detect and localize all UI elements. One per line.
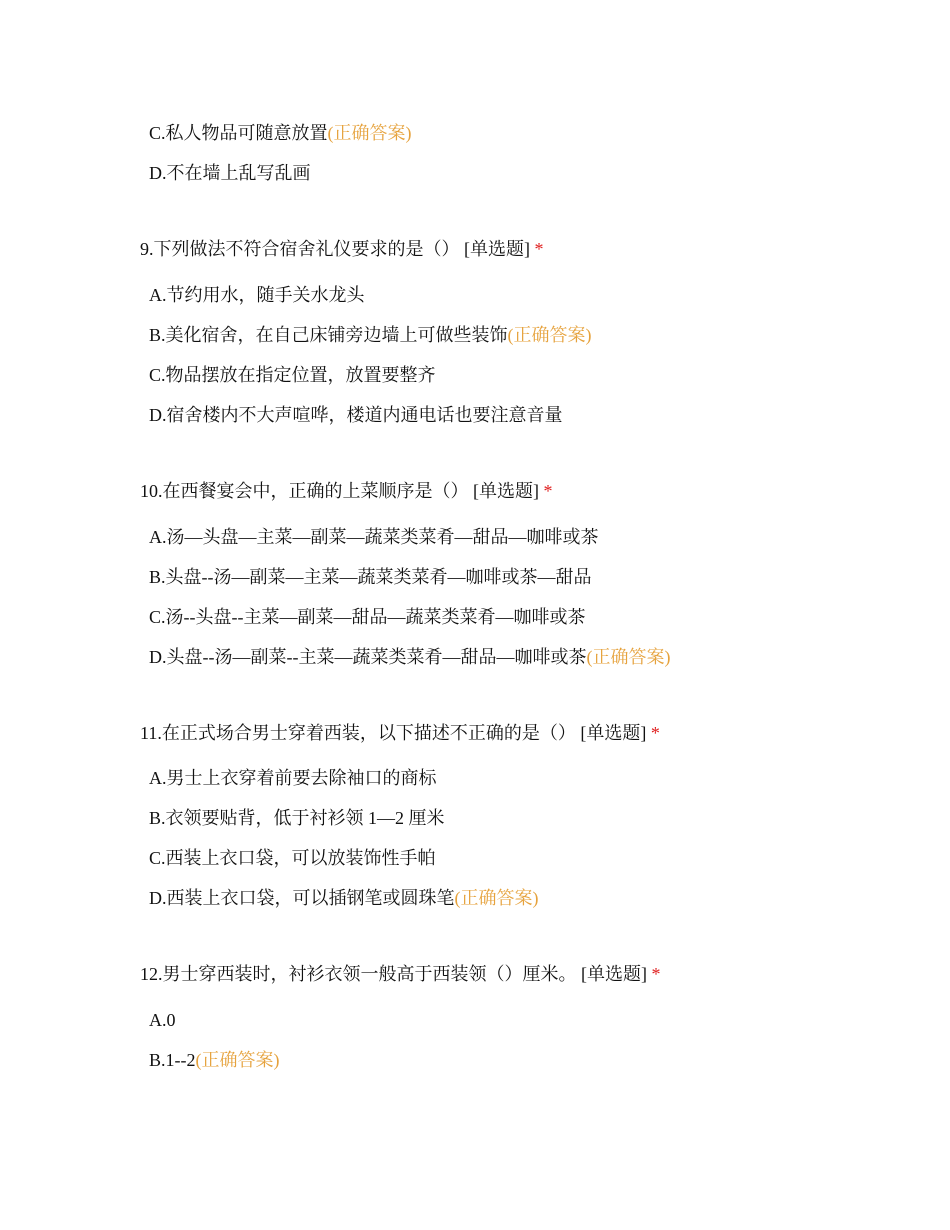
required-star: * bbox=[651, 964, 661, 984]
option-text: C.物品摆放在指定位置，放置要整齐 bbox=[149, 365, 436, 385]
option-text: C.西装上衣口袋，可以放装饰性手帕 bbox=[149, 848, 436, 868]
option-text: C.汤--头盘--主菜—副菜—甜品—蔬菜类菜肴—咖啡或茶 bbox=[149, 607, 586, 627]
correct-answer-label: (正确答案) bbox=[454, 888, 539, 908]
correct-answer-label: (正确答案) bbox=[507, 325, 592, 345]
required-star: * bbox=[534, 239, 544, 259]
option-text: B.美化宿舍，在自己床铺旁边墙上可做些装饰 bbox=[149, 325, 508, 345]
question-type-label: [单选题] bbox=[473, 481, 539, 501]
option-12-b bbox=[149, 1048, 280, 1072]
option-text: B.衣领要贴背，低于衬衫领 1—2 厘米 bbox=[149, 808, 445, 828]
correct-answer-label: (正确答案) bbox=[327, 123, 412, 143]
option-8-d bbox=[149, 161, 311, 185]
question-text: 9.下列做法不符合宿舍礼仪要求的是（） bbox=[140, 239, 460, 259]
option-text: D.宿舍楼内不大声喧哗，楼道内通电话也要注意音量 bbox=[149, 405, 563, 425]
question-text: 11.在正式场合男士穿着西装，以下描述不正确的是（） bbox=[140, 723, 576, 743]
option-text: A.男士上衣穿着前要去除袖口的商标 bbox=[149, 768, 437, 788]
option-text: A.0 bbox=[149, 1010, 176, 1030]
option-text: D.西装上衣口袋，可以插钢笔或圆珠笔 bbox=[149, 888, 455, 908]
required-star: * bbox=[543, 481, 553, 501]
option-text: A.节约用水，随手关水龙头 bbox=[149, 285, 365, 305]
option-text: B.头盘--汤—副菜—主菜—蔬菜类菜肴—咖啡或茶—甜品 bbox=[149, 567, 592, 587]
option-9-b bbox=[149, 323, 592, 347]
question-10-title bbox=[140, 479, 553, 503]
option-text: D.不在墙上乱写乱画 bbox=[149, 163, 311, 183]
option-9-c bbox=[149, 363, 436, 387]
question-text: 12.男士穿西装时，衬衫衣领一般高于西装领（）厘米。 bbox=[140, 964, 577, 984]
question-type-label: [单选题] bbox=[580, 723, 647, 743]
option-10-b bbox=[149, 565, 592, 589]
required-star: * bbox=[650, 723, 660, 743]
question-12-title bbox=[140, 962, 661, 986]
option-text: D.头盘--汤—副菜--主菜—蔬菜类菜肴—甜品—咖啡或茶 bbox=[149, 647, 587, 667]
option-11-d bbox=[149, 886, 539, 910]
question-type-label: [单选题] bbox=[581, 964, 647, 984]
option-9-a bbox=[149, 283, 365, 307]
option-11-a bbox=[149, 766, 437, 790]
option-10-d bbox=[149, 645, 670, 669]
question-text: 10.在西餐宴会中，正确的上菜顺序是（） bbox=[140, 481, 469, 501]
correct-answer-label: (正确答案) bbox=[195, 1050, 280, 1070]
option-text: C.私人物品可随意放置 bbox=[149, 123, 328, 143]
question-9-title bbox=[140, 237, 544, 261]
question-type-label: [单选题] bbox=[464, 239, 530, 259]
option-10-c bbox=[149, 605, 585, 629]
correct-answer-label: (正确答案) bbox=[586, 647, 671, 667]
option-10-a bbox=[149, 525, 599, 549]
option-12-a bbox=[149, 1008, 176, 1032]
option-text: A.汤—头盘—主菜—副菜—蔬菜类菜肴—甜品—咖啡或茶 bbox=[149, 527, 599, 547]
option-11-c bbox=[149, 846, 436, 870]
option-text: B.1--2 bbox=[149, 1050, 196, 1070]
option-9-d bbox=[149, 403, 563, 427]
question-11-title bbox=[140, 721, 660, 745]
option-8-c bbox=[149, 121, 412, 145]
option-11-b bbox=[149, 806, 445, 830]
